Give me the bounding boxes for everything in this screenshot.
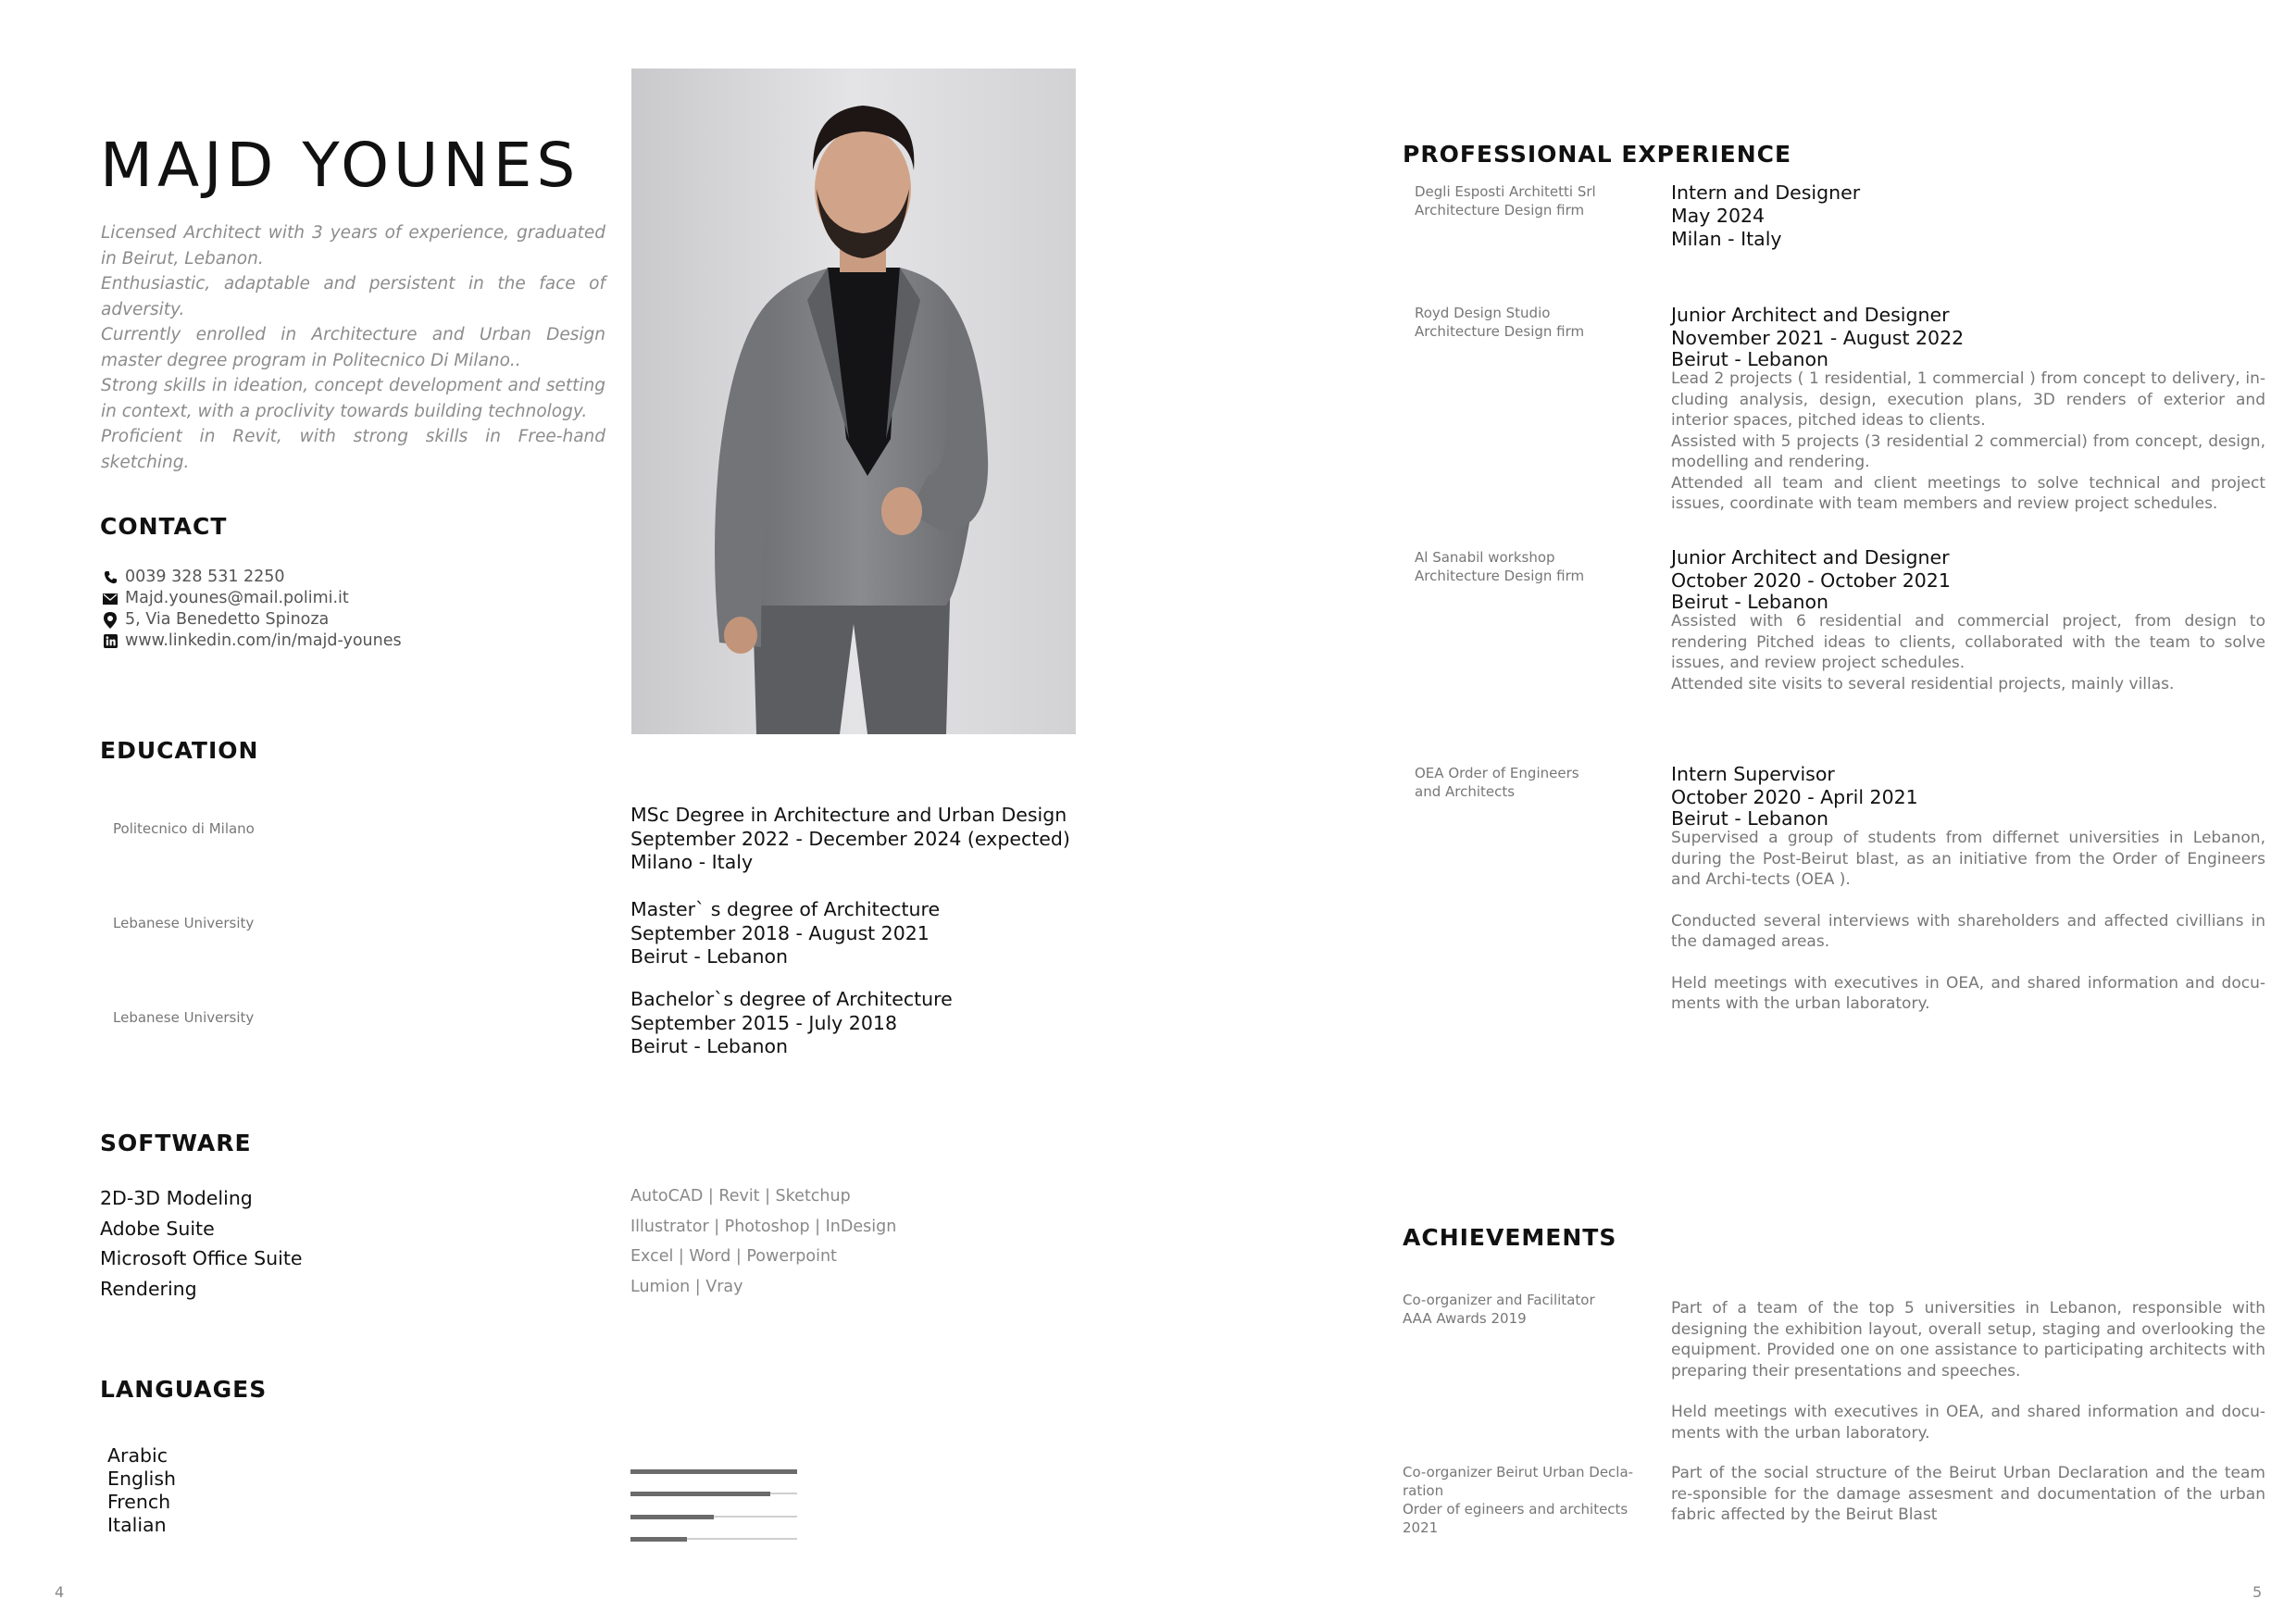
experience-firm xyxy=(1415,548,1584,585)
firm-name: Degli Esposti Architetti Srl xyxy=(1415,183,1596,200)
software-tool-list: Illustrator | Photoshop | InDesign xyxy=(630,1217,897,1236)
role-detail: Assisted with 6 residential and commercial project, from design to rendering Pitched ideas to clients, collaborated with the team to solve issues, and review project schedules. xyxy=(1671,612,2265,672)
role-place: Milan - Italy xyxy=(1671,228,1782,250)
role-detail: Supervised a group of students from differnet universities in Lebanon, during the Post-Beirut blast, as an initiative from the Order of Engineers and Archi-tects (OEA ). xyxy=(1671,829,2265,889)
language-level-fill xyxy=(630,1537,687,1542)
role-detail: Held meetings with executives in OEA, and shared information and docu-ments with the urban laboratory. xyxy=(1671,973,2265,1013)
summary-line: Licensed Architect with 3 years of experience, graduated in Beirut, Lebanon. xyxy=(101,223,605,269)
summary-line: Proficient in Revit, with strong skills in Free-hand sketching. xyxy=(101,427,605,472)
language-level-fill xyxy=(630,1515,714,1519)
profile-summary xyxy=(101,220,605,475)
experience-heading: PROFESSIONAL EXPERIENCE xyxy=(1403,141,1792,168)
achievement-label-line: ration xyxy=(1403,1482,1444,1499)
achievement-label-line: Co-organizer and Facilitator xyxy=(1403,1292,1595,1308)
summary-line: Currently enrolled in Architecture and Urban Design master degree program in Politecnico Di Milano.. xyxy=(101,325,605,370)
achievement-entry xyxy=(1671,1463,2265,1526)
software-categories xyxy=(100,1183,303,1304)
language-name: Arabic xyxy=(107,1444,168,1467)
firm-name: Al Sanabil workshop xyxy=(1415,549,1555,566)
software-category: 2D-3D Modeling xyxy=(100,1187,253,1209)
role-title: Intern and Designer xyxy=(1671,181,1861,204)
achievement-entry xyxy=(1671,1298,2265,1443)
software-heading: SOFTWARE xyxy=(100,1130,252,1156)
achievement-label-line: Order of egineers and architects xyxy=(1403,1501,1628,1518)
degree-dates: September 2022 - December 2024 (expected) xyxy=(630,827,1070,850)
role-detail: Attended all team and client meetings to solve technical and project issues, coordinate with team members and review project schedules. xyxy=(1671,473,2265,513)
experience-entry xyxy=(1671,546,2265,694)
language-level-bar xyxy=(630,1493,797,1494)
software-category: Adobe Suite xyxy=(100,1217,215,1240)
role-place: Beirut - Lebanon xyxy=(1671,807,1829,830)
contact-list xyxy=(102,567,402,652)
achievement-label xyxy=(1403,1463,1643,1537)
achievement-label xyxy=(1403,1291,1595,1328)
degree-title: Master` s degree of Architecture xyxy=(630,898,941,920)
role-dates: November 2021 - August 2022 xyxy=(1671,327,1965,349)
experience-firm xyxy=(1415,182,1596,219)
role-dates: May 2024 xyxy=(1671,205,1766,227)
role-detail: Assisted with 5 projects (3 residential 2 commercial) from concept, design, modelling and rendering. xyxy=(1671,431,2265,471)
role-title: Intern Supervisor xyxy=(1671,763,1835,785)
education-school: Lebanese University xyxy=(113,915,255,931)
degree-place: Milano - Italy xyxy=(630,851,754,873)
experience-firm xyxy=(1415,764,1579,801)
firm-type: Architecture Design firm xyxy=(1415,323,1585,340)
experience-firm xyxy=(1415,304,1584,341)
language-level-bar xyxy=(630,1470,797,1472)
summary-line: Strong skills in ideation, concept development and setting in context, with a proclivity towards building technology. xyxy=(101,376,605,421)
degree-title: MSc Degree in Architecture and Urban Design xyxy=(630,804,1067,826)
education-school: Lebanese University xyxy=(113,1009,255,1026)
role-dates: October 2020 - October 2021 xyxy=(1671,569,1951,592)
linkedin-url[interactable]: www.linkedin.com/in/majd-younes xyxy=(125,631,402,650)
software-tool-list: Excel | Word | Powerpoint xyxy=(630,1247,837,1266)
software-tool-list: AutoCAD | Revit | Sketchup xyxy=(630,1187,851,1206)
email-address[interactable]: Majd.younes@mail.polimi.it xyxy=(125,589,349,607)
language-level-bar xyxy=(630,1538,797,1540)
phone-number[interactable]: 0039 328 531 2250 xyxy=(125,568,285,586)
language-level-bar xyxy=(630,1516,797,1518)
summary-line: Enthusiastic, adaptable and persistent in the face of adversity. xyxy=(101,274,605,319)
firm-name: OEA Order of Engineers xyxy=(1415,765,1579,781)
firm-type: Architecture Design firm xyxy=(1415,202,1585,219)
achievements-heading: ACHIEVEMENTS xyxy=(1403,1224,1617,1251)
contact-linkedin xyxy=(102,631,402,652)
language-level-fill xyxy=(630,1469,797,1474)
education-entry xyxy=(630,988,953,1059)
firm-name: Royd Design Studio xyxy=(1415,305,1551,321)
language-list xyxy=(107,1444,176,1537)
education-entry xyxy=(630,898,940,969)
achievement-label-line: AAA Awards 2019 xyxy=(1403,1310,1527,1327)
street-address: 5, Via Benedetto Spinoza xyxy=(125,610,330,629)
location-pin-icon xyxy=(102,612,119,629)
degree-dates: September 2018 - August 2021 xyxy=(630,921,930,944)
software-category: Rendering xyxy=(100,1277,197,1300)
linkedin-icon xyxy=(102,633,119,650)
language-name: Italian xyxy=(107,1514,167,1536)
degree-dates: September 2015 - July 2018 xyxy=(630,1011,897,1034)
role-detail: Attended site visits to several residential projects, mainly villas. xyxy=(1671,674,2175,693)
language-name: French xyxy=(107,1491,171,1513)
phone-icon xyxy=(102,569,119,586)
education-school: Politecnico di Milano xyxy=(113,820,255,837)
education-heading: EDUCATION xyxy=(100,737,259,764)
role-title: Junior Architect and Designer xyxy=(1671,304,1950,326)
firm-type: Architecture Design firm xyxy=(1415,568,1585,584)
role-place: Beirut - Lebanon xyxy=(1671,591,1829,613)
contact-heading: CONTACT xyxy=(100,513,228,540)
language-name: English xyxy=(107,1468,177,1490)
languages-heading: LANGUAGES xyxy=(100,1376,268,1403)
achievement-label-line: Co-organizer Beirut Urban Decla- xyxy=(1403,1464,1634,1480)
page-number-right: 5 xyxy=(2252,1583,2263,1601)
degree-title: Bachelor`s degree of Architecture xyxy=(630,988,953,1010)
language-level-fill xyxy=(630,1492,770,1496)
software-category: Microsoft Office Suite xyxy=(100,1247,303,1269)
degree-place: Beirut - Lebanon xyxy=(630,945,789,968)
experience-entry xyxy=(1671,181,2265,251)
software-tool-list: Lumion | Vray xyxy=(630,1277,743,1296)
role-detail: Lead 2 projects ( 1 residential, 1 commercial ) from concept to delivery, in-cluding analysis, design, execution plans, 3D renders of exterior and interior spaces, pitched ideas to clients. xyxy=(1671,369,2265,430)
education-entry xyxy=(630,804,1070,875)
role-dates: October 2020 - April 2021 xyxy=(1671,786,1918,808)
achievement-detail: Part of a team of the top 5 universities in Lebanon, responsible with designing the exhibition layout, overall setup, staging and overlooking the equipment. Provided one on one assistance to participating architects with preparing their presentations and speeches. xyxy=(1671,1299,2265,1380)
achievement-detail: Held meetings with executives in OEA, and shared information and docu-ments with the urban laboratory. xyxy=(1671,1403,2265,1443)
degree-place: Beirut - Lebanon xyxy=(630,1035,789,1057)
role-detail: Conducted several interviews with shareholders and affected civillians in the damaged areas. xyxy=(1671,911,2265,951)
contact-address xyxy=(102,609,402,631)
person-name: MAJD YOUNES xyxy=(100,130,580,201)
role-title: Junior Architect and Designer xyxy=(1671,546,1950,568)
software-tools xyxy=(630,1181,896,1302)
portrait-photo xyxy=(631,69,1076,734)
role-place: Beirut - Lebanon xyxy=(1671,348,1829,370)
firm-type: and Architects xyxy=(1415,783,1516,800)
experience-entry xyxy=(1671,304,2265,515)
contact-email xyxy=(102,588,402,609)
page-number-left: 4 xyxy=(55,1583,65,1601)
contact-phone xyxy=(102,567,402,588)
achievement-detail: Part of the social structure of the Beirut Urban Declaration and the team re-sponsible for the damage assesment and documentation of the urban fabric affected by the Beirut Blast xyxy=(1671,1464,2265,1524)
achievement-label-line: 2021 xyxy=(1403,1519,1439,1536)
experience-entry xyxy=(1671,763,2265,1015)
mail-icon xyxy=(102,591,119,607)
